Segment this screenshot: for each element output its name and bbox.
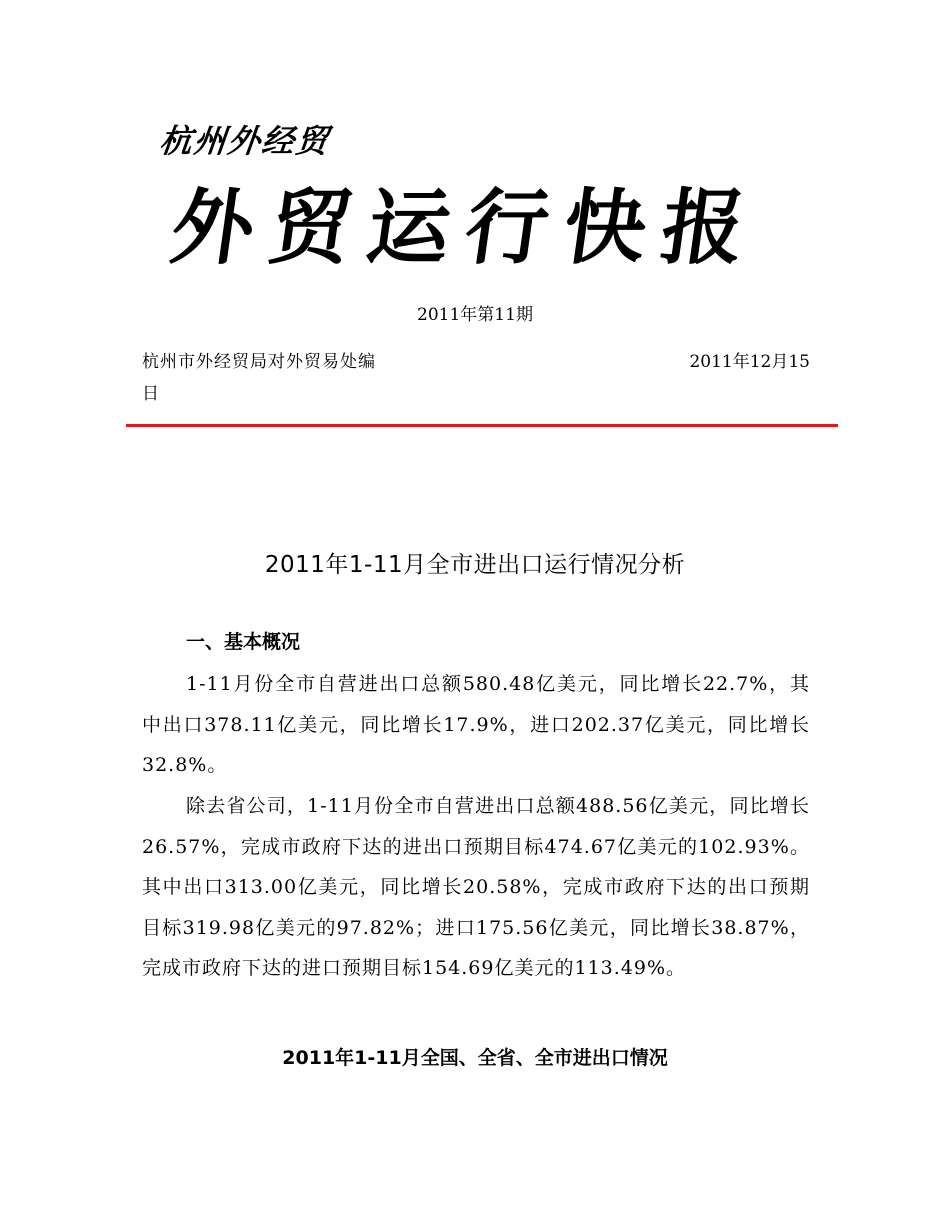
publish-date-tail: 日 — [142, 384, 159, 404]
body-paragraph: 除去省公司，1-11月份全市自营进出口总额488.56亿美元，同比增长26.57%，完成市政府下达的进出口预期目标474.67亿美元的102.93%。其中出口313.00亿美元，同比增长20.58%，完成市政府下达的出口预期目标319.98亿美元的97.82%；进口175.56亿美元，同比增长38.87%，完成市政府下达的进口预期目标154.69亿美元的113.49%。 — [142, 795, 810, 979]
body-paragraph: 1-11月份全市自营进出口总额580.48亿美元，同比增长22.7%，其中出口378.11亿美元，同比增长17.9%，进口202.37亿美元，同比增长32.8%。 — [142, 673, 810, 776]
masthead-title: 外贸运行快报 — [165, 180, 767, 276]
table-caption: 2011年1-11月全国、全省、全市进出口情况 — [282, 1047, 668, 1069]
publish-date: 2011年12月15 — [689, 352, 810, 372]
publisher-brand: 杭州外经贸 — [157, 122, 332, 160]
issue-number: 2011年第11期 — [417, 305, 533, 325]
article-title: 2011年1-11月全市进出口运行情况分析 — [264, 552, 686, 578]
editor-line: 杭州市外经贸局对外贸易处编 — [142, 352, 376, 372]
meta-row — [142, 346, 810, 410]
section-heading: 一、基本概况 — [186, 631, 301, 653]
header-divider — [126, 424, 838, 427]
